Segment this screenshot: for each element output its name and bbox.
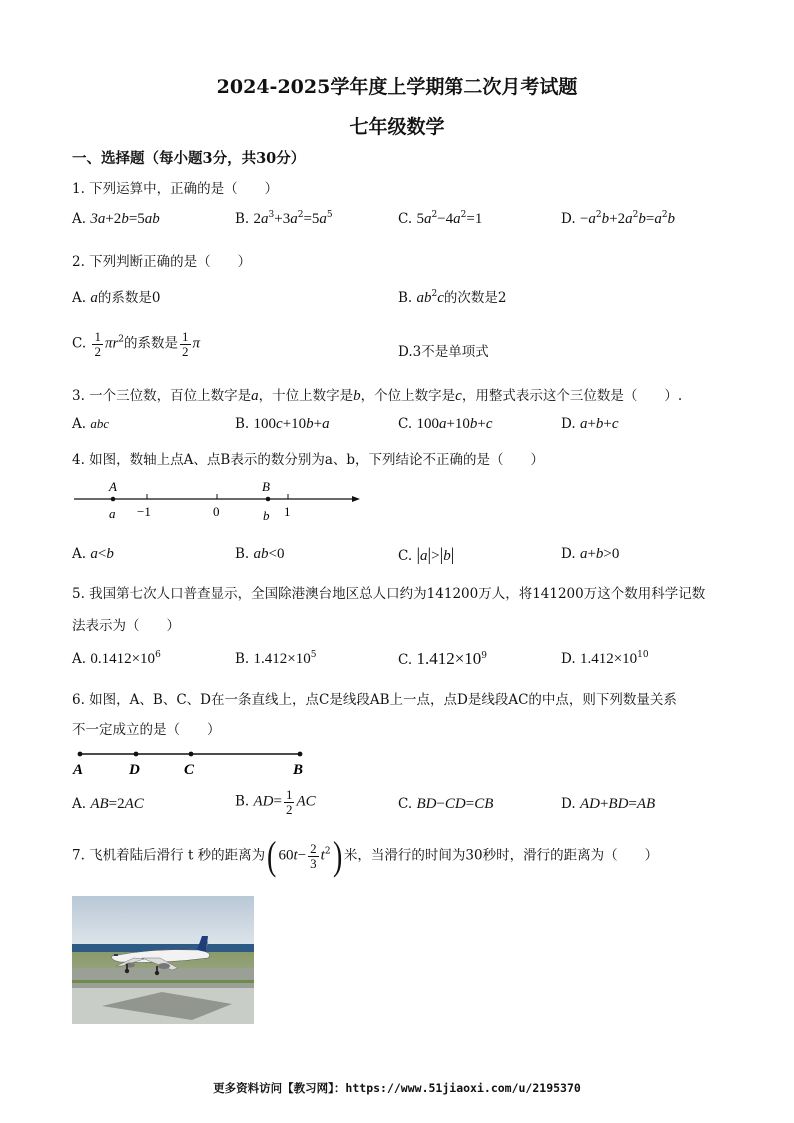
q3-option-d: D. a+b+c [561, 416, 619, 432]
q7-stem: 7. 飞机着陆后滑行 t 秒的距离为( 60t− $\frac{2}{3}$ $t^2$) 米，当滑行的时间为30秒时，滑行的距离为（ ） [72, 833, 659, 878]
point-b-label: B [293, 762, 304, 778]
point-a-dot [111, 497, 116, 502]
q3-option-c: C. 100a+10b+c [398, 416, 493, 432]
q1-option-a: A. 3a+2b=5ab [72, 211, 160, 227]
point-c-label: C [184, 762, 195, 778]
q5-option-d: D. $1.412\times 10^{10}$ [561, 650, 649, 667]
tick-0-label: 0 [213, 504, 220, 519]
option-label: A. [72, 290, 87, 306]
q3-stem-part: ，十位上数字是 [258, 388, 354, 404]
point-d-label: D [129, 762, 140, 778]
option-label: A. [72, 416, 87, 432]
option-label: A. [72, 211, 87, 227]
value-b-label: b [263, 508, 270, 523]
q5-option-b: B. $1.412\times 10^5$ [235, 650, 317, 667]
number-line-arrow [352, 496, 360, 502]
point-a-dot [78, 752, 83, 757]
option-label: B. [235, 651, 250, 667]
segment-figure [70, 746, 315, 780]
q1-option-c: C. $5a^2-4a^2=1$ [398, 210, 483, 227]
option-label: C. [398, 416, 413, 432]
q2-option-c: C. $\frac{1}{2}$ $\pi r^2$的系数是 $\frac{1}{2}$ π [72, 329, 201, 359]
option-label: A. [72, 651, 87, 667]
section-heading: 一、选择题（每小题3分，共30分） [72, 150, 306, 167]
tick-1-label: 1 [284, 504, 291, 519]
point-d-dot [134, 752, 139, 757]
q5-option-c: C. $1.412\times 10^9$ [398, 649, 488, 668]
q6-option-d: D. AD+BD=AB [561, 796, 656, 812]
exam-title: 2024-2025学年度上学期第二次月考试题 [216, 76, 578, 98]
q3-stem: 3. 一个三位数，百位上数字是a，十位上数字是b，个位上数字是c，用整式表示这个三位数是（ ）. [72, 388, 683, 404]
option-label: C. [398, 211, 413, 227]
q1-stem: 1. 下列运算中，正确的是（ ） [72, 181, 279, 197]
q1-option-b: B. $2a^3+3a^2=5a^5$ [235, 210, 333, 227]
point-b-label: B [262, 479, 270, 494]
option-label: C. [398, 652, 413, 668]
q4-option-d: D. a+b>0 [561, 546, 620, 562]
option-label: B. [235, 211, 250, 227]
q6-option-a: A. AB=2AC [72, 796, 144, 812]
q2-option-a: A. a的系数是0 [72, 290, 161, 306]
point-a-label: A [73, 762, 84, 778]
q6-option-c: C. BD−CD=CB [398, 796, 494, 812]
number-line-figure [70, 478, 370, 526]
q7-stem-part: 米，当滑行的时间为30秒时，滑行的距离为（ ） [343, 847, 659, 864]
value-a-label: a [109, 506, 116, 521]
exam-subtitle: 七年级数学 [349, 116, 445, 138]
q2-option-d [398, 340, 489, 360]
option-label: B. [235, 546, 250, 562]
q4-option-b: B. ab<0 [235, 546, 285, 562]
option-label: C. [398, 548, 413, 564]
option-label: A. [72, 796, 87, 812]
q2-d-text: 3不是单项式 [412, 344, 489, 360]
airplane-icon [72, 896, 254, 1024]
q3-stem-part: 3. 一个三位数，百位上数字是 [72, 388, 252, 404]
q5-stem-line1: 5. 我国第七次人口普查显示，全国除港澳台地区总人口约为141200万人，将141200万这个数用科学记数 [72, 586, 706, 602]
option-label: B. [398, 290, 413, 306]
q3-stem-part: ，用整式表示这个三位数是（ ）. [461, 388, 683, 404]
option-label: B. [235, 793, 250, 810]
tick-neg1-label: −1 [137, 504, 151, 519]
option-label: D. [398, 344, 413, 360]
q6-stem-line2: 不一定成立的是（ ） [72, 722, 221, 738]
q2-c-text: 的系数是 [124, 335, 179, 352]
airplane-landing-photo [72, 896, 254, 1024]
q7-stem-part: 7. 飞机着陆后滑行 t 秒的距离为 [72, 847, 266, 864]
point-c-dot [189, 752, 194, 757]
q6-stem-line1: 6. 如图，A、B、C、D在一条直线上，点C是线段AB上一点，点D是线段AC的中点，则下列数量关系 [72, 692, 677, 708]
point-b-dot [298, 752, 303, 757]
option-label: B. [235, 416, 250, 432]
q3-option-a: A. abc [72, 416, 110, 432]
q2-b-text: 的次数是2 [443, 290, 507, 306]
option-label: C. [72, 335, 87, 352]
point-b-dot [266, 497, 271, 502]
q4-option-a: A. a<b [72, 546, 114, 562]
q5-option-a: A. $0.1412\times 10^6$ [72, 650, 161, 667]
q6-option-b: B. AD= $\frac{1}{2}$ AC [235, 787, 316, 817]
q2-a-text: 的系数是0 [97, 290, 161, 306]
option-label: C. [398, 796, 413, 812]
point-a-label: A [109, 479, 117, 494]
q4-stem: 4. 如图，数轴上点A、点B表示的数分别为a、b，下列结论不正确的是（ ） [72, 452, 545, 468]
q4-option-c: C. |a|>|b| [398, 544, 455, 564]
q3-stem-part: ，个位上数字是 [360, 388, 456, 404]
option-label: D. [561, 796, 576, 812]
option-label: D. [561, 416, 576, 432]
q5-stem-line2: 法表示为（ ） [72, 618, 180, 634]
q3-option-b: B. 100c+10b+a [235, 416, 330, 432]
option-label: A. [72, 546, 87, 562]
q1-option-d: D. $-a^2b+2a^2b=a^2b$ [561, 210, 676, 227]
footer-link[interactable]: 更多资料访问【教习网】：https://www.51jiaoxi.com/u/2195370 [213, 1081, 581, 1095]
option-label: D. [561, 651, 576, 667]
q2-stem: 2. 下列判断正确的是（ ） [72, 254, 252, 270]
option-label: D. [561, 211, 576, 227]
option-label: D. [561, 546, 576, 562]
q2-option-b: B. $ab^2c$的次数是2 [398, 289, 507, 306]
